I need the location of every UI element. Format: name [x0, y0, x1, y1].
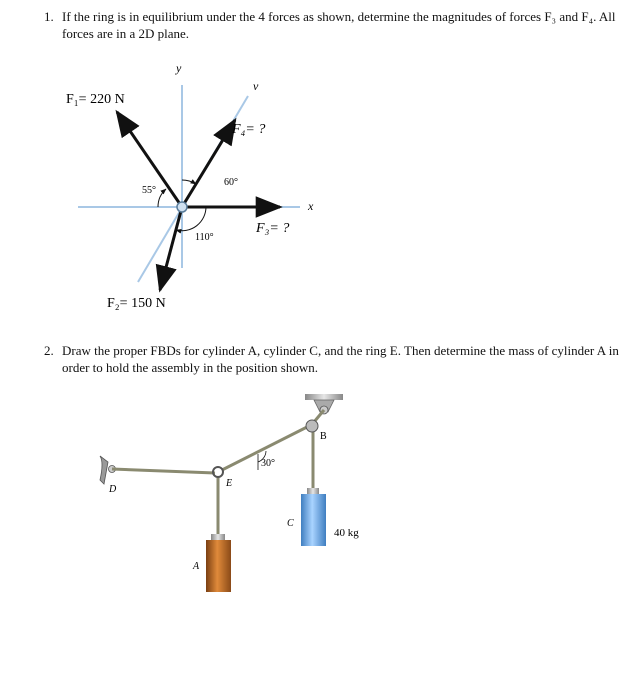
rope-pivot-b — [314, 410, 324, 422]
problem-1-number: 1. — [44, 9, 54, 24]
axis-y-label: y — [176, 61, 182, 75]
label-b: B — [320, 431, 327, 442]
wall-mount-d — [100, 456, 108, 484]
label-e: E — [226, 478, 233, 489]
angle-55-label: 55° — [142, 185, 156, 196]
f3-label: F₃= ? — [256, 221, 290, 236]
angle-60-label: 60° — [224, 177, 238, 188]
mass-label: 40 kg — [334, 527, 359, 539]
ceiling-plate — [305, 394, 343, 400]
cylinder-a-cap — [211, 534, 225, 540]
label-a: A — [193, 561, 200, 572]
cylinder-a — [206, 540, 231, 592]
f4-label: F₄= ? — [232, 122, 266, 137]
label-c: C — [287, 518, 294, 529]
pulley-b — [306, 420, 318, 432]
f2-label: F₂= 150 N — [107, 296, 166, 311]
problem-2-number: 2. — [44, 343, 54, 358]
rope-de — [112, 469, 215, 473]
problem-1-text: If the ring is in equilibrium under the 4 forces as shown, determine the magnitudes of forces F₃ and F₄. All forces are in a 2D plane. — [62, 9, 616, 41]
axis-v-label: v — [253, 79, 259, 93]
cylinder-c — [301, 494, 326, 546]
axis-x-label: x — [308, 199, 314, 213]
angle-110-label: 110° — [195, 232, 214, 243]
cylinder-c-cap — [307, 488, 319, 494]
angle-30-label: 30° — [261, 458, 275, 469]
problem-2-text: Draw the proper FBDs for cylinder A, cylinder C, and the ring E. Then determine the mass of cylinder A in order to hold the assembly in the position shown. — [62, 343, 619, 375]
f1-label: F₁= 220 N — [66, 92, 125, 107]
label-d: D — [109, 484, 117, 495]
